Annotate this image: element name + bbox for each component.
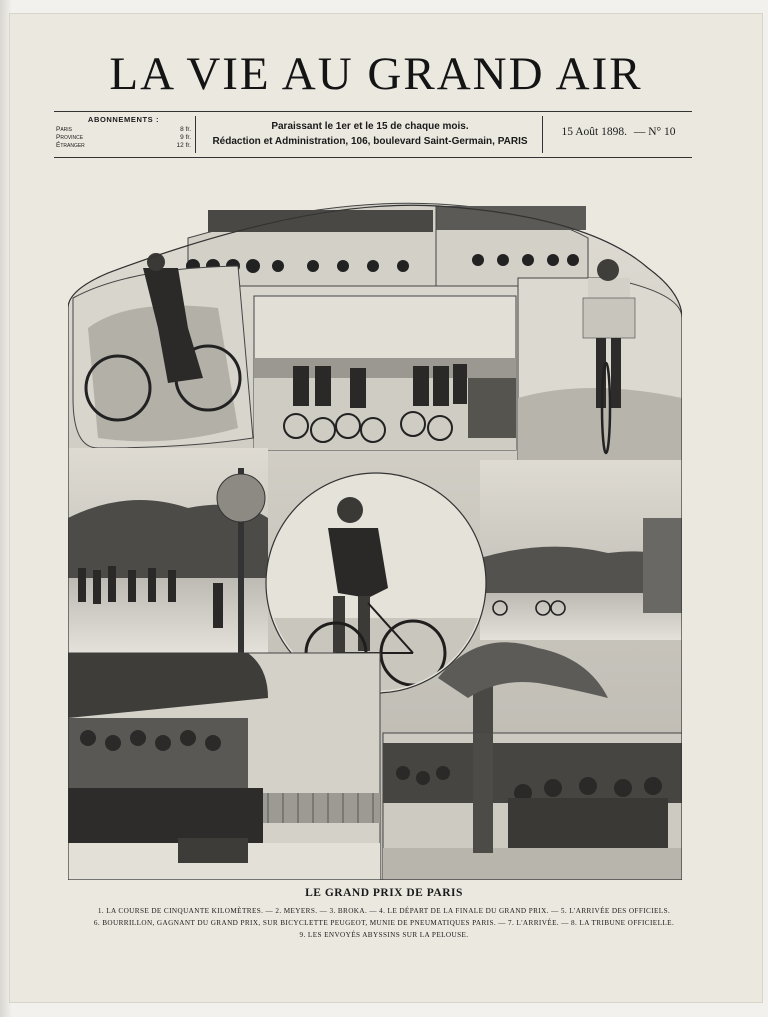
subscription-row [56,134,191,142]
photo-montage-artwork [68,198,682,880]
subscription-heading: ABONNEMENTS : [87,115,160,124]
caption-line-2: 6. BOURRILLON, GAGNANT DU GRAND PRIX, SUR BICYCLETTE PEUGEOT, MUNIE DE PNEUMATIQUES PARIS. — 7. L'ARRIVÉE. — 8. LA TRIBUNE OFFICIELLE. [93,919,675,927]
publication-info [198,116,543,153]
issue-number: — N° 10 [633,126,676,138]
caption-title: LE GRAND PRIX DE PARIS [305,887,463,899]
subscription-price: 9 fr. [180,134,191,141]
photo-officials-arrival [68,448,268,658]
masthead-title: LA VIE AU GRAND AIR [109,48,643,100]
subscription-row [56,126,191,134]
photo-montage [68,198,682,880]
header-info-bar [54,111,692,158]
photo-final-start [254,296,516,450]
subscription-box [54,116,196,153]
subscription-label: Province [56,134,84,141]
subscription-price: 8 fr. [180,126,191,133]
photo-arrival [480,460,682,640]
photo-abyssinian-envoys [383,733,682,880]
photo-official-stand [68,653,380,880]
subscription-row [56,142,191,150]
photo-race-strip [186,203,588,286]
subscription-price: 12 fr. [176,142,191,149]
issue-date: 15 Août 1898. [561,126,627,138]
publication-address: Rédaction et Administration, 106, boulevard Saint-Germain, PARIS [212,136,528,147]
subscription-label: Paris [56,126,73,133]
issue-info [545,116,692,153]
subscription-label: Étranger [56,142,85,149]
caption-line-1: 1. LA COURSE DE CINQUANTE KILOMÈTRES. — 2. MEYERS. — 3. BROKA. — 4. LE DÉPART DE LA FINALE DU GRAND PRIX. — 5. L'ARRIVÉE DES OFFICIELS. [97,907,671,915]
caption-line-3: 9. LES ENVOYÉS ABYSSINS SUR LA PELOUSE. [299,931,469,939]
publication-schedule: Paraissant le 1er et le 15 de chaque mois. [271,121,469,132]
